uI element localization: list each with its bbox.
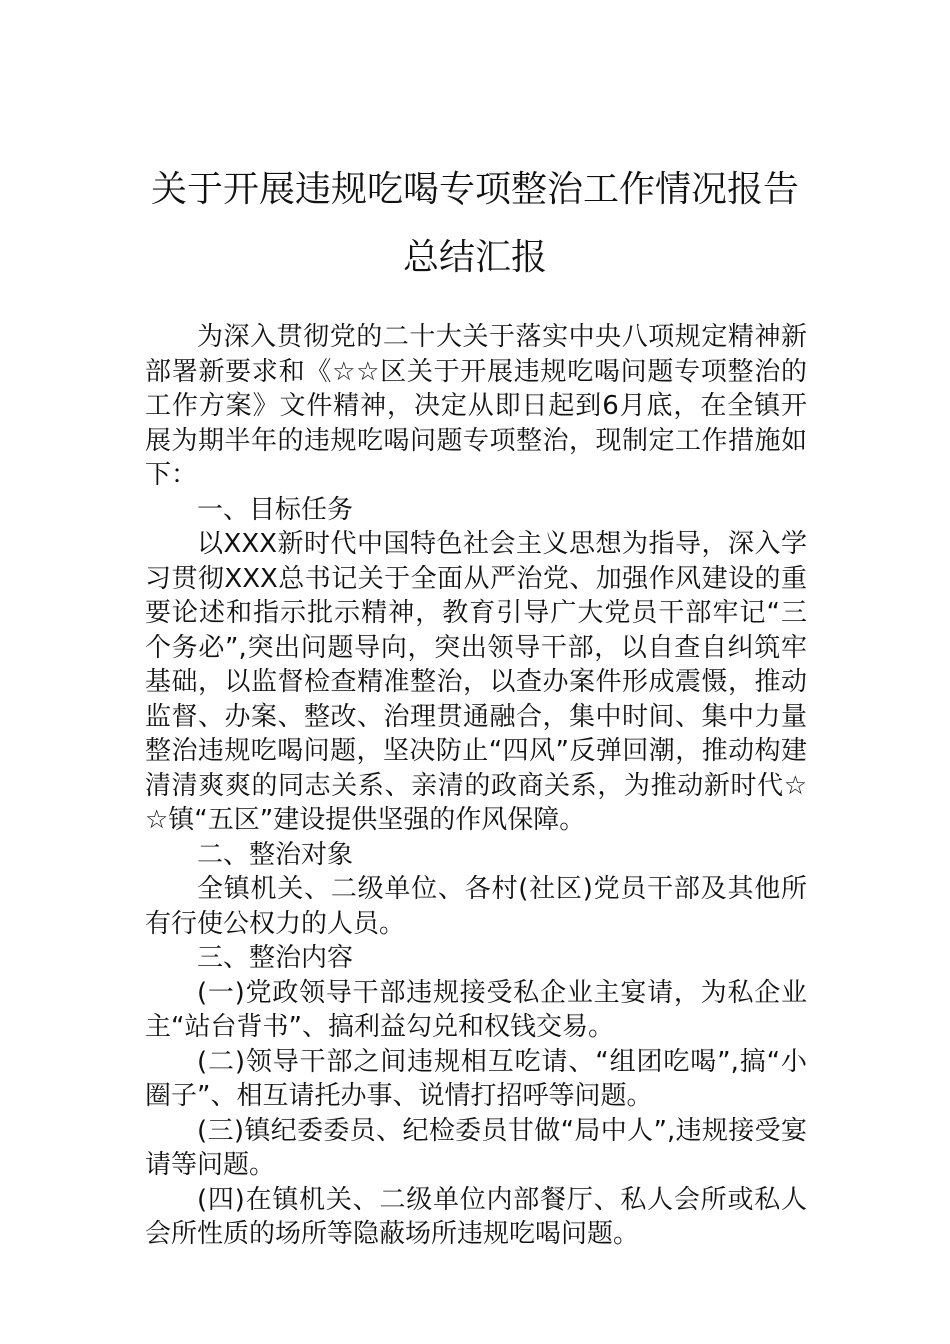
section-heading-targets: 二、整治对象 [197, 839, 354, 870]
intro-paragraph: 为深入贯彻党的二十大关于落实中央八项规定精神新部署新要求和《☆☆区关于开展违规吃喝问题专项整治的工作方案》文件精神，决定从即日起到6月底，在全镇开展为期半年的违规吃喝问题专项整治，现制定工作措施如下： [145, 322, 807, 490]
document-title-line-2: 总结汇报 [402, 237, 547, 278]
content-item-4: (四)在镇机关、二级单位内部餐厅、私人会所或私人会所性质的场所等隐蔽场所违规吃喝问题。 [145, 1184, 807, 1249]
content-item-2: (二)领导干部之间违规相互吃请、“组团吃喝”,搞“小圈子”、相互请托办事、说情打招呼等问题。 [145, 1046, 807, 1111]
goals-paragraph: 以XXX新时代中国特色社会主义思想为指导，深入学习贯彻XXX总书记关于全面从严治党、加强作风建设的重要论述和指示批示精神，教育引导广大党员干部牢记“三个务必”,突出问题导向，突出领导干部，以自查自纠筑牢基础，以监督检查精准整治，以查办案件形成震慑，推动监督、办案、整改、治理贯通融合，集中时间、集中力量整治违规吃喝问题，坚决防止“四风”反弹回潮，推动构建清清爽爽的同志关系、亲清的政商关系，为推动新时代☆☆镇“五区”建设提供坚强的作风保障。 [145, 529, 807, 835]
section-heading-content: 三、整治内容 [197, 943, 354, 973]
targets-paragraph: 全镇机关、二级单位、各村(社区)党员干部及其他所有行使公权力的人员。 [145, 874, 807, 939]
content-item-1: (一)党政领导干部违规接受私企业主宴请，为私企业主“站台背书”、搞利益勾兑和权钱交易。 [145, 977, 807, 1042]
document-body [145, 320, 807, 1252]
content-item-3: (三)镇纪委委员、纪检委员甘做“局中人”,违规接受宴请等问题。 [145, 1115, 807, 1180]
section-heading-goals: 一、目标任务 [197, 494, 354, 525]
document-title-line-1: 关于开展违规吃喝专项整治工作情况报告 [150, 169, 799, 210]
